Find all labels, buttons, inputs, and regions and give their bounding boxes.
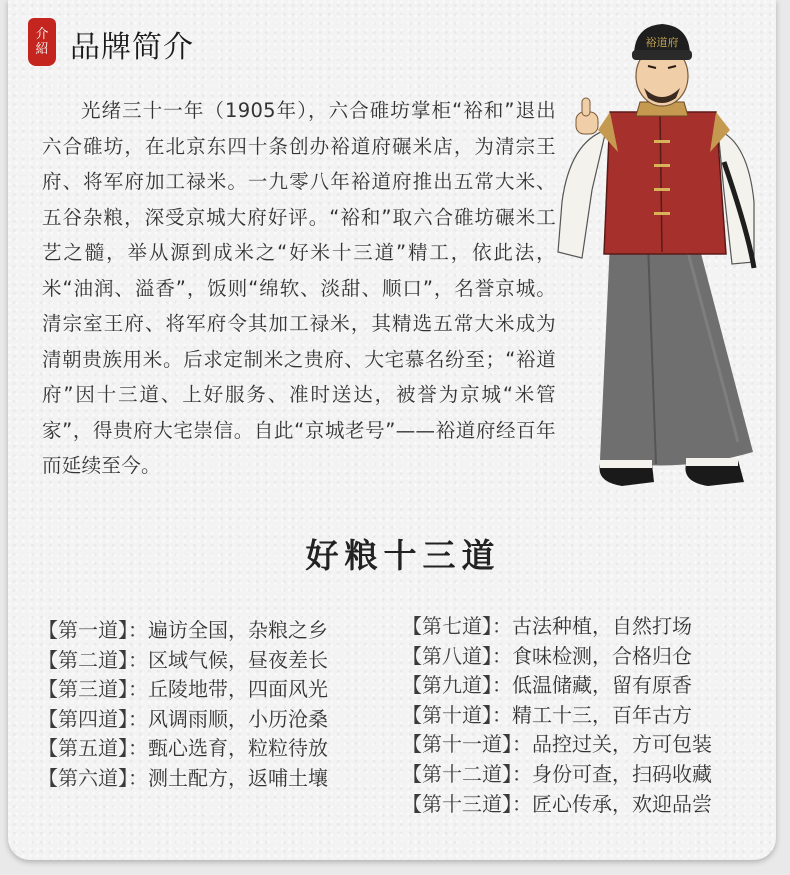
list-item: 【第三道】：丘陵地带，四面风光 [38,677,328,702]
section-title: 品牌简介 [70,30,194,65]
list-item: 【第七道】：古法种植，自然打场 [402,614,692,638]
seal-badge [28,18,56,66]
brand-card [8,0,776,860]
list-item: 【第十道】：精工十三，百年古方 [402,702,692,727]
steps-list-left [38,616,328,794]
list-item: 【第五道】：甄心选育，粒粒待放 [38,736,328,761]
seal-char-2: 紹 [35,42,49,57]
seal-char-1: 介 [35,27,49,42]
list-item: 【第四道】：风调雨顺，小历沧桑 [38,706,328,731]
hat-label: 裕道府 [645,36,679,49]
list-item: 【第一道】：遍访全国，杂粮之乡 [38,618,328,642]
list-item: 【第十三道】：匠心传承，欢迎品尝 [402,791,712,816]
list-item: 【第六道】：测土配方，返哺土壤 [38,765,328,790]
brand-intro-paragraph: 光绪三十一年（1905年），六合碓坊掌柜“裕和”退出六合碓坊，在北京东四十条创办裕道府碾米店，为清宗王府、将军府加工禄米。一九零八年裕道府推出五常大米、五谷杂粮，深受京城大府好评。“裕和”取六合碓坊碾米工艺之髓，举从源到成米之“好米十三道”精工，依此法，米“油润、溢香”，饭则“绵软、淡甜、顺口”，名誉京城。清宗室王府、将军府令其加工禄米，其精选五常大米成为清朝贵族用米。后求定制米之贵府、大宅慕名纷至；“裕道府”因十三道、上好服务、准时送达，被誉为京城“米管家”，得贵府大宅崇信。自此“京城老号”——裕道府经百年而延续至今。 [42,99,556,477]
list-item: 【第八道】：食味检测，合格归仓 [402,643,692,668]
list-item: 【第二道】：区域气候，昼夜差长 [38,647,328,672]
steps-list-right [402,612,712,819]
list-item: 【第十二道】：身份可查，扫码收藏 [402,761,712,786]
thirteen-steps-title: 好粮十三道 [305,536,501,575]
list-item: 【第九道】：低温储藏，留有原香 [402,673,692,698]
shopkeeper-illustration [548,12,776,502]
list-item: 【第十一道】：品控过关，方可包装 [402,732,712,757]
